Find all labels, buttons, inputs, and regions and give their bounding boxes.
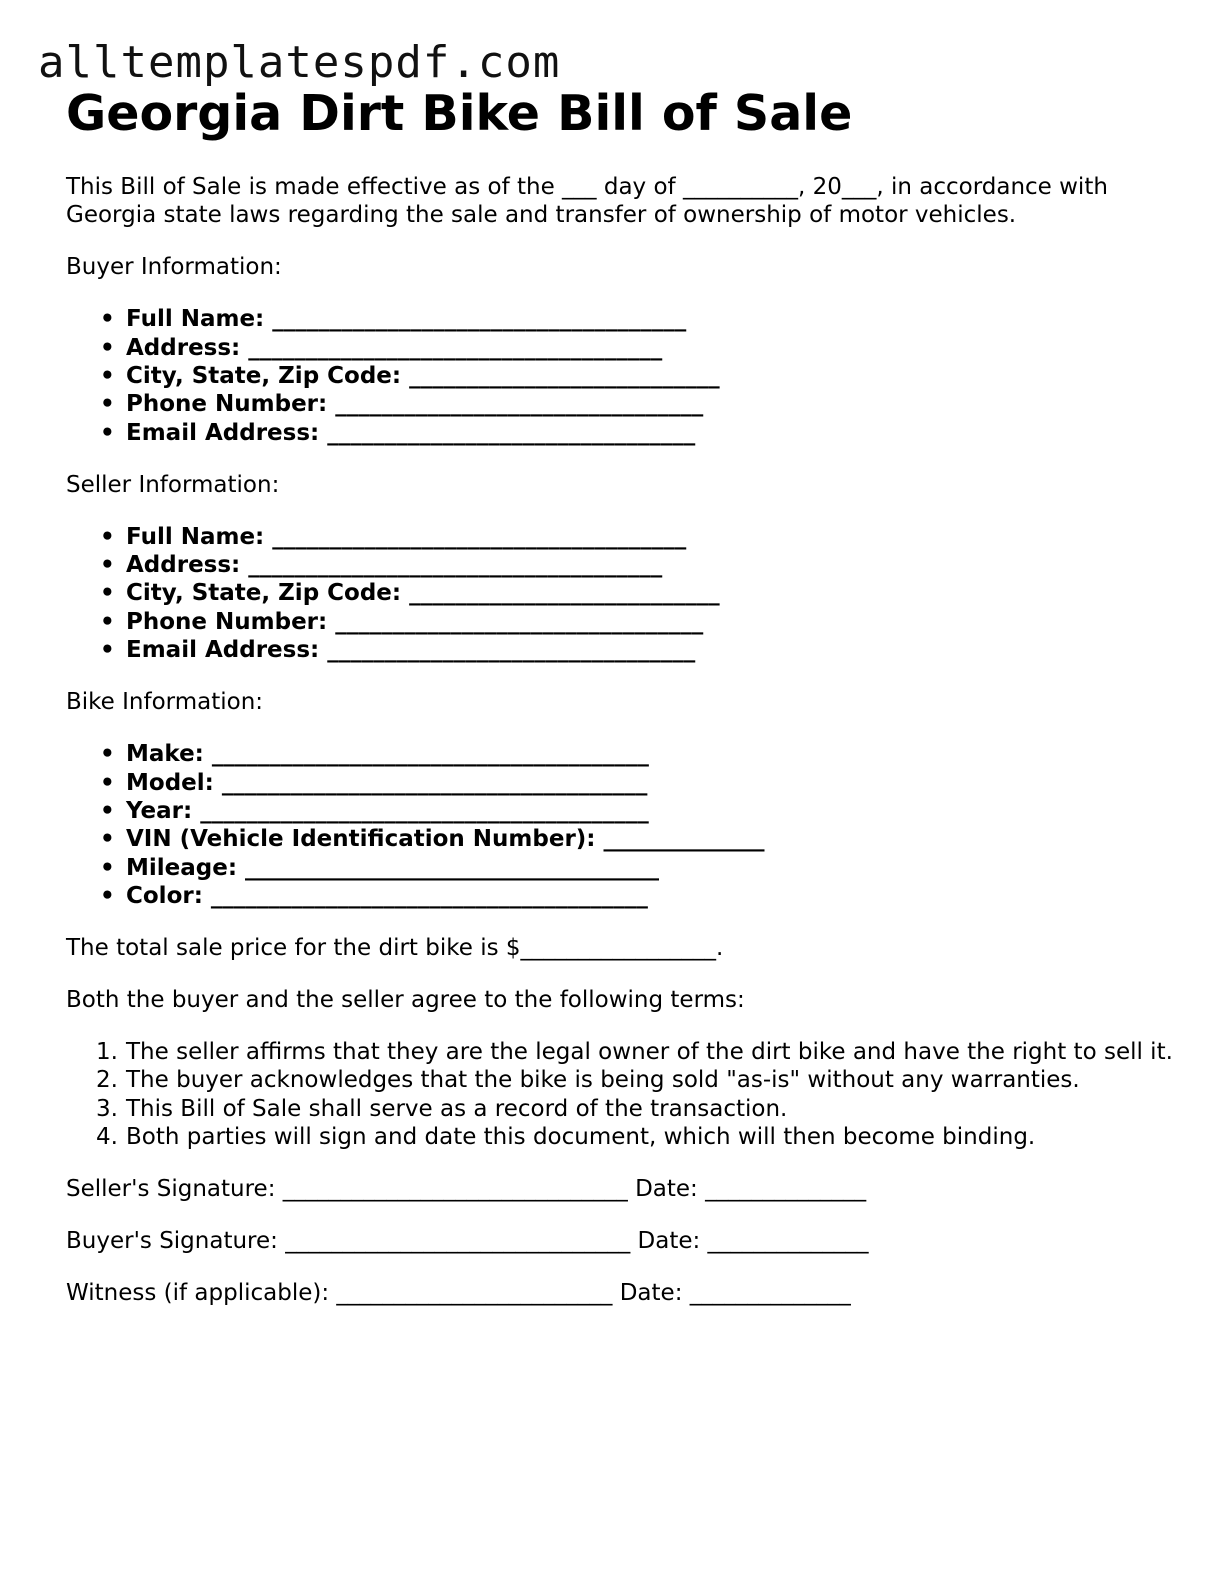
bike-color-field[interactable]: • Color: ______________________________________ [126,882,1176,910]
bike-make-field[interactable]: • Make: ______________________________________ [126,740,1176,768]
bike-year-field[interactable]: • Year: _______________________________________ [126,797,1176,825]
terms-intro: Both the buyer and the seller agree to the following terms: [66,986,745,1013]
seller-fields [66,523,1176,665]
bike-vin-field[interactable]: • VIN (Vehicle Identification Number): ______________ [126,825,1176,853]
document-body [66,173,1176,1331]
seller-signature-line[interactable]: Seller's Signature: ______________________________ Date: ______________ [66,1175,867,1202]
term-item: This Bill of Sale shall serve as a record of the transaction. [126,1095,788,1122]
buyer-address-field[interactable]: • Address: ____________________________________ [126,334,1176,362]
buyer-signature-line[interactable]: Buyer's Signature: ______________________________ Date: ______________ [66,1227,869,1254]
sale-price-line[interactable]: The total sale price for the dirt bike is $_________________. [66,935,724,962]
buyer-phone-field[interactable]: • Phone Number: ________________________________ [126,390,1176,418]
seller-full-name-field[interactable]: • Full Name: ____________________________________ [126,523,1176,551]
bike-model-field[interactable]: • Model: _____________________________________ [126,769,1176,797]
buyer-full-name-field[interactable]: • Full Name: ____________________________________ [126,305,1176,333]
buyer-fields [66,305,1176,447]
bike-fields [66,740,1176,910]
buyer-heading: Buyer Information: [66,254,282,281]
term-item: The seller affirms that they are the legal owner of the dirt bike and have the right to sell it. [126,1038,1173,1065]
bike-heading: Bike Information: [66,689,264,716]
intro-paragraph: This Bill of Sale is made effective as of the ___ day of __________, 20___, in accordance with Georgia state laws regarding the sale and transfer of ownership of motor vehicles. [66,174,1108,229]
buyer-email-field[interactable]: • Email Address: ________________________________ [126,419,1176,447]
term-item: The buyer acknowledges that the bike is being sold "as-is" without any warranties. [126,1067,1080,1094]
witness-signature-line[interactable]: Witness (if applicable): ________________________ Date: ______________ [66,1279,851,1306]
watermark: alltemplatespdf.com [38,37,561,88]
buyer-city-state-zip-field[interactable]: • City, State, Zip Code: ___________________________ [126,362,1176,390]
seller-address-field[interactable]: • Address: ____________________________________ [126,551,1176,579]
seller-heading: Seller Information: [66,471,280,498]
bike-mileage-field[interactable]: • Mileage: ____________________________________ [126,854,1176,882]
seller-city-state-zip-field[interactable]: • City, State, Zip Code: ___________________________ [126,579,1176,607]
seller-email-field[interactable]: • Email Address: ________________________________ [126,636,1176,664]
page-title: Georgia Dirt Bike Bill of Sale [66,85,853,142]
terms-list [66,1038,1176,1152]
seller-phone-field[interactable]: • Phone Number: ________________________________ [126,608,1176,636]
term-item: Both parties will sign and date this document, which will then become binding. [126,1124,1036,1151]
